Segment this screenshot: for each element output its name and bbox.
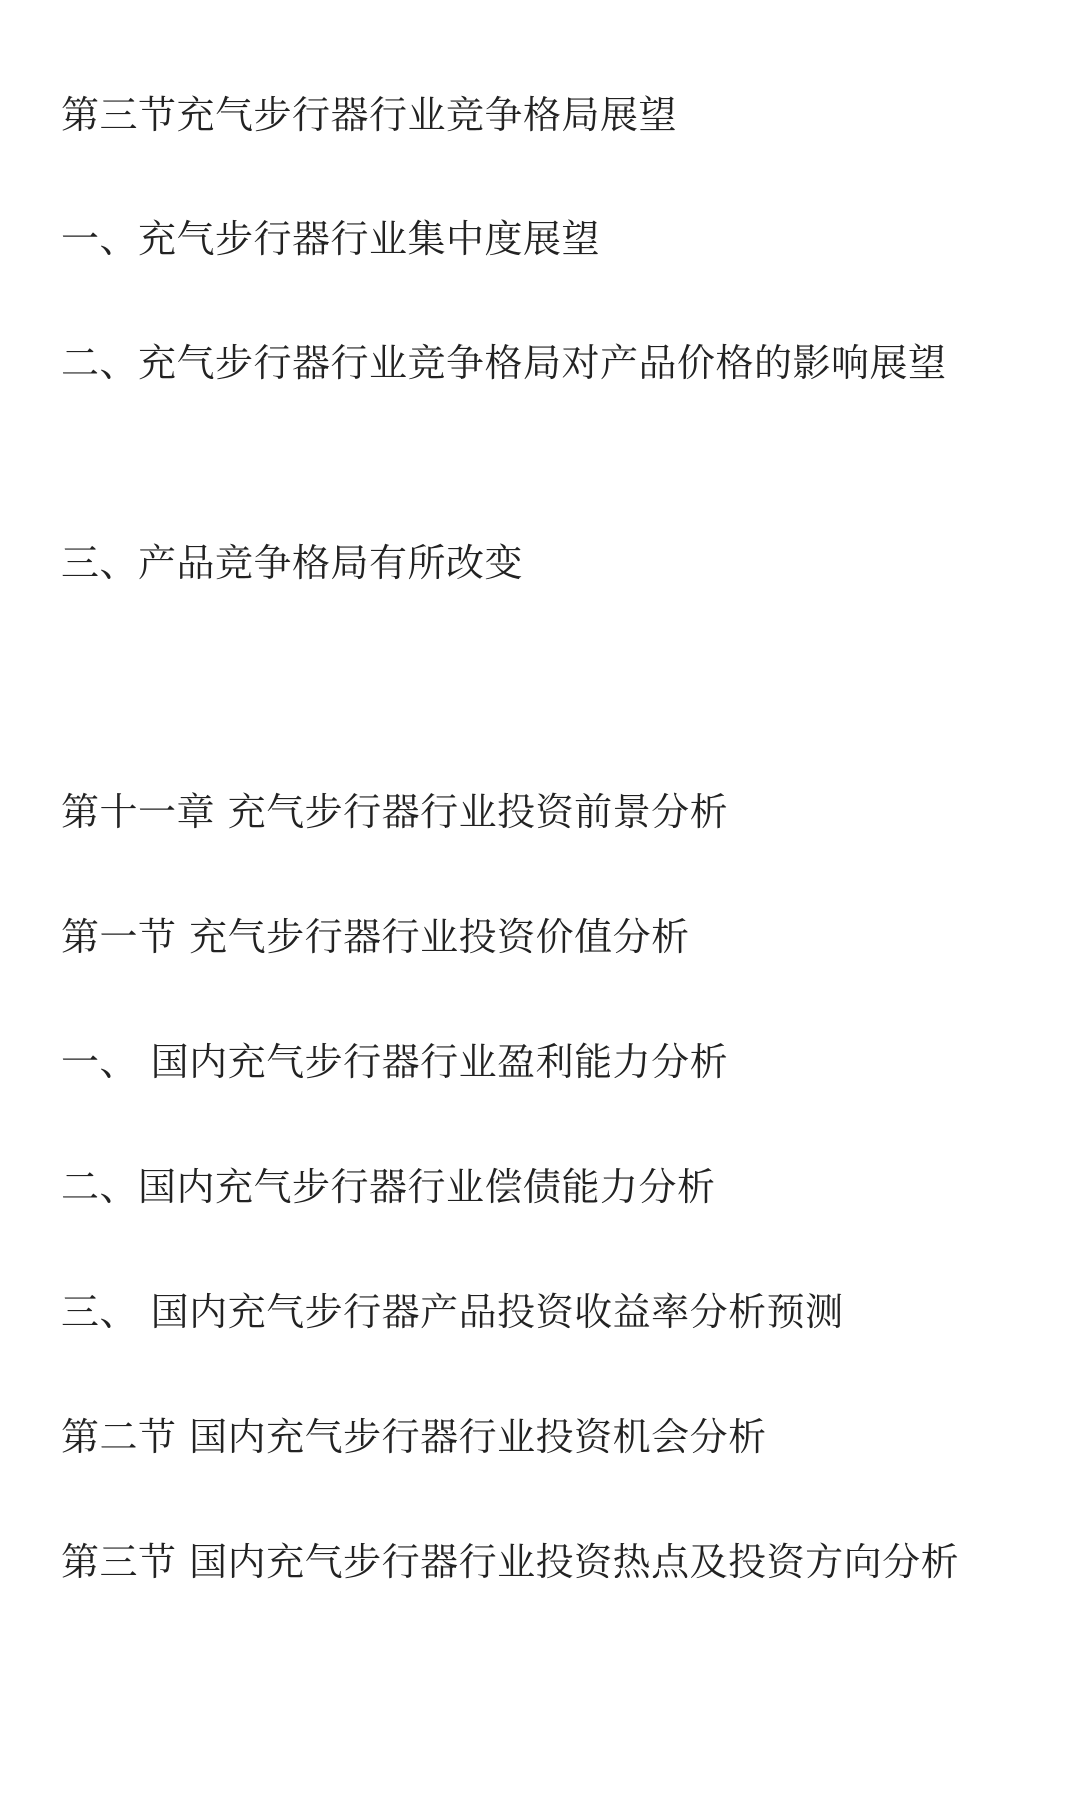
section-heading: 第三节充气步行器行业竞争格局展望 bbox=[61, 93, 678, 137]
section-heading: 第三节 国内充气步行器行业投资热点及投资方向分析 bbox=[61, 1540, 960, 1584]
list-item: 一、充气步行器行业集中度展望 bbox=[61, 217, 601, 261]
section-heading: 第一节 充气步行器行业投资价值分析 bbox=[61, 915, 690, 959]
list-item: 一、 国内充气步行器行业盈利能力分析 bbox=[61, 1040, 729, 1084]
chapter-heading: 第十一章 充气步行器行业投资前景分析 bbox=[61, 790, 729, 834]
list-item: 三、产品竞争格局有所改变 bbox=[61, 541, 524, 585]
list-item: 三、 国内充气步行器产品投资收益率分析预测 bbox=[61, 1290, 844, 1334]
list-item: 二、充气步行器行业竞争格局对产品价格的影响展望 bbox=[61, 341, 947, 385]
section-heading: 第二节 国内充气步行器行业投资机会分析 bbox=[61, 1415, 767, 1459]
list-item: 二、国内充气步行器行业偿债能力分析 bbox=[61, 1165, 716, 1209]
